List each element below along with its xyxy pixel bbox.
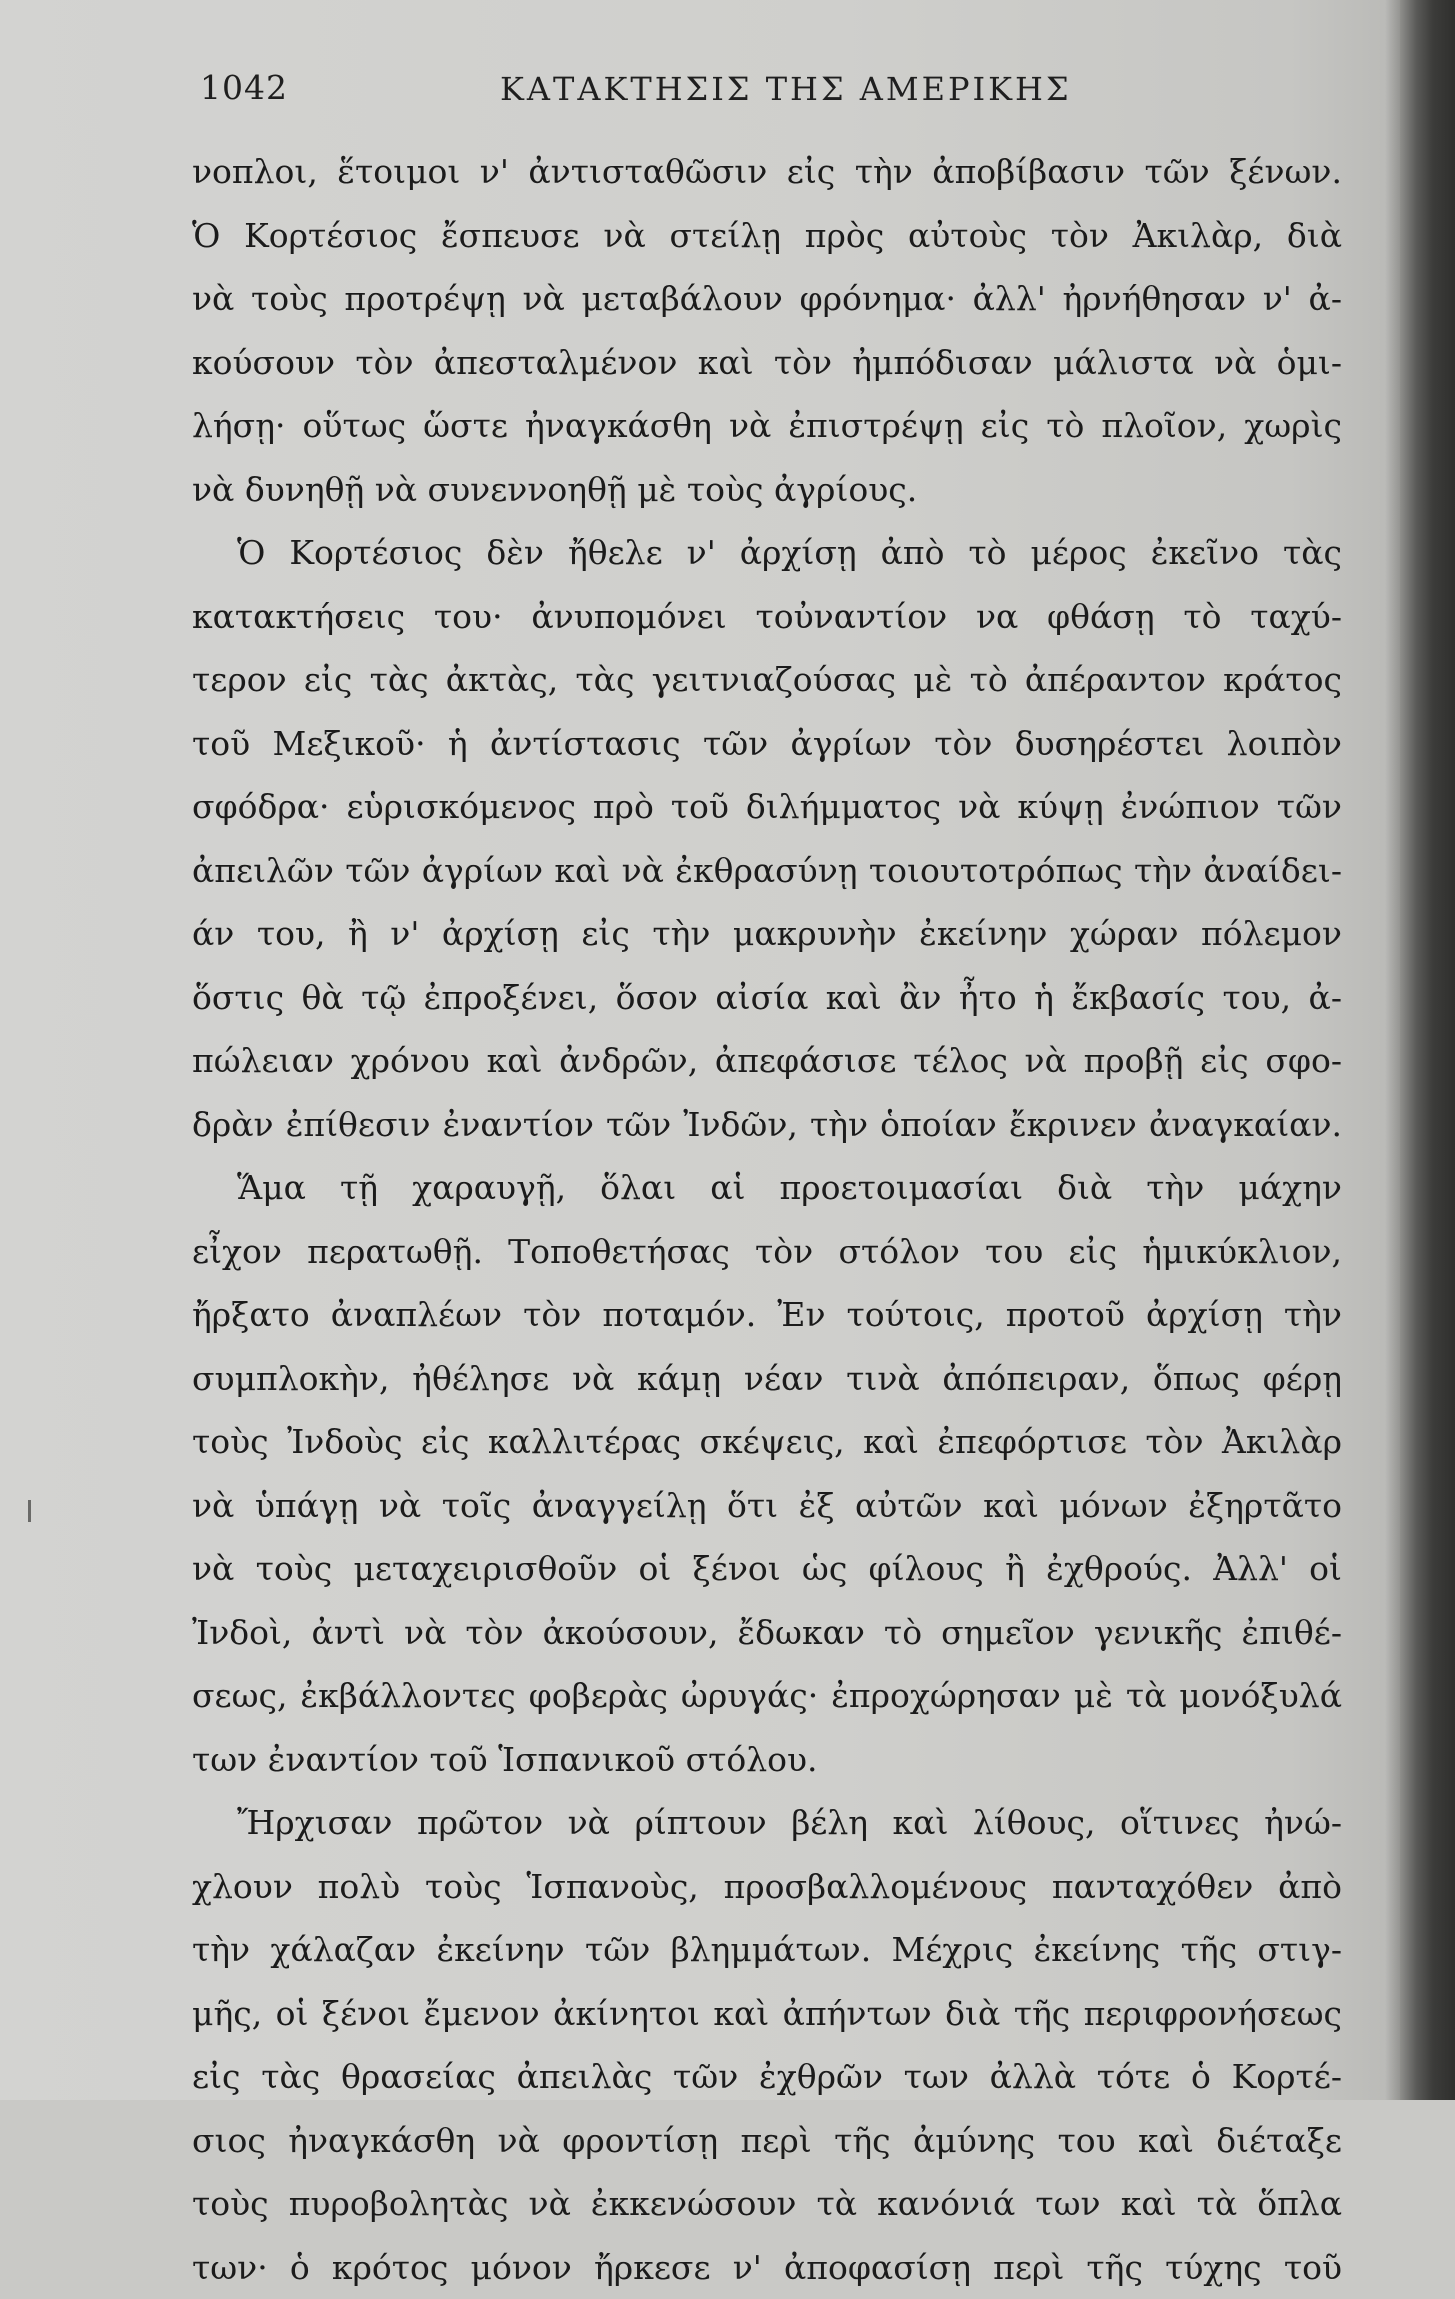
text-line: Ὁ Κορτέσιος ἔσπευσε νὰ στείλῃ πρὸς αὐτοὺς τὸν Ἀκιλὰρ, διὰ [192,204,1342,268]
text-line: εἰς τὰς θρασείας ἀπειλὰς τῶν ἐχθρῶν των ἀλλὰ τότε ὁ Κορτέ- [192,2045,1342,2109]
text-line: Ἤρχισαν πρῶτον νὰ ρίπτουν βέλη καὶ λίθους, οἵτινες ἠνώ- [192,1791,1342,1855]
running-head: ΚΑΤΑΚΤΗΣΙΣ ΤΗΣ ΑΜΕΡΙΚΗΣ [500,70,1072,108]
text-line: νοπλοι, ἕτοιμοι ν' ἀντισταθῶσιν εἰς τὴν ἀποβίβασιν τῶν ξένων. [192,140,1342,204]
text-line: τὴν χάλαζαν ἐκείνην τῶν βλημμάτων. Μέχρις ἐκείνης τῆς στιγ- [192,1918,1342,1982]
margin-mark [28,1500,31,1522]
text-line: νὰ τοὺς προτρέψῃ νὰ μεταβάλουν φρόνημα· ἀλλ' ἠρνήθησαν ν' ἀ- [192,267,1342,331]
page-number: 1042 [200,68,288,107]
text-line: ἀπειλῶν τῶν ἀγρίων καὶ νὰ ἐκθρασύνῃ τοιουτοτρόπως τὴν ἀναίδει- [192,839,1342,903]
text-line: λήσῃ· οὕτως ὥστε ἠναγκάσθη νὰ ἐπιστρέψῃ εἰς τὸ πλοῖον, χωρὶς [192,394,1342,458]
text-line: Ἅμα τῇ χαραυγῇ, ὅλαι αἱ προετοιμασίαι διὰ τὴν μάχην [192,1156,1342,1220]
text-line: δρὰν ἐπίθεσιν ἐναντίον τῶν Ἰνδῶν, τὴν ὁποίαν ἔκρινεν ἀναγκαίαν. [192,1093,1342,1157]
text-line: σιος ἠναγκάσθη νὰ φροντίσῃ περὶ τῆς ἀμύνης του καὶ διέταξε [192,2109,1342,2173]
text-line: νὰ δυνηθῇ νὰ συνεννοηθῇ μὲ τοὺς ἀγρίους. [192,458,1342,522]
text-line: σεως, ἐκβάλλοντες φοβερὰς ὠρυγάς· ἐπροχώρησαν μὲ τὰ μονόξυλά [192,1664,1342,1728]
text-line: σφόδρα· εὑρισκόμενος πρὸ τοῦ διλήμματος νὰ κύψῃ ἐνώπιον τῶν [192,775,1342,839]
text-line: τοῦ Μεξικοῦ· ἡ ἀντίστασις τῶν ἀγρίων τὸν δυσηρέστει λοιπὸν [192,712,1342,776]
text-line: Ἰνδοὶ, ἀντὶ νὰ τὸν ἀκούσουν, ἔδωκαν τὸ σημεῖον γενικῆς ἐπιθέ- [192,1601,1342,1665]
text-line: χλουν πολὺ τοὺς Ἱσπανοὺς, προσβαλλομένους πανταχόθεν ἀπὸ [192,1855,1342,1919]
text-line: τοὺς Ἰνδοὺς εἰς καλλιτέρας σκέψεις, καὶ ἐπεφόρτισε τὸν Ἀκιλὰρ [192,1410,1342,1474]
text-line: τερον εἰς τὰς ἀκτὰς, τὰς γειτνιαζούσας μὲ τὸ ἀπέραντον κράτος [192,648,1342,712]
text-line: ἤρξατο ἀναπλέων τὸν ποταμόν. Ἐν τούτοις, προτοῦ ἀρχίσῃ τὴν [192,1283,1342,1347]
text-line: εἶχον περατωθῇ. Τοποθετήσας τὸν στόλον του εἰς ἡμικύκλιον, [192,1220,1342,1284]
text-line: κατακτήσεις του· ἀνυπομόνει τοὐναντίον να φθάσῃ τὸ ταχύ- [192,585,1342,649]
text-line: κούσουν τὸν ἀπεσταλμένον καὶ τὸν ἠμπόδισαν μάλιστα νὰ ὁμι- [192,331,1342,395]
text-line: συμπλοκὴν, ἠθέλησε νὰ κάμῃ νέαν τινὰ ἀπόπειραν, ὅπως φέρῃ [192,1347,1342,1411]
text-line: των ἐναντίον τοῦ Ἱσπανικοῦ στόλου. [192,1728,1342,1792]
text-line: μῆς, οἱ ξένοι ἔμενον ἀκίνητοι καὶ ἀπήντων διὰ τῆς περιφρονήσεως [192,1982,1342,2046]
text-line: ὅστις θὰ τῷ ἐπροξένει, ὅσον αἰσία καὶ ἂν ἦτο ἡ ἔκβασίς του, ἀ- [192,966,1342,1030]
page-header [200,68,1340,118]
text-line: πώλειαν χρόνου καὶ ἀνδρῶν, ἀπεφάσισε τέλος νὰ προβῇ εἰς σφο- [192,1029,1342,1093]
text-line: άν του, ἢ ν' ἀρχίσῃ εἰς τὴν μακρυνὴν ἐκείνην χώραν πόλεμον [192,902,1342,966]
text-line: των· ὁ κρότος μόνον ἤρκεσε ν' ἀποφασίσῃ περὶ τῆς τύχης τοῦ [192,2236,1342,2299]
text-line: Ὁ Κορτέσιος δὲν ἤθελε ν' ἀρχίσῃ ἀπὸ τὸ μέρος ἐκεῖνο τὰς [192,521,1342,585]
text-line: τοὺς πυροβολητὰς νὰ ἐκκενώσουν τὰ κανόνιά των καὶ τὰ ὅπλα [192,2172,1342,2236]
book-binding [1400,0,1455,2100]
text-line: νὰ ὑπάγῃ νὰ τοῖς ἀναγγείλῃ ὅτι ἐξ αὐτῶν καὶ μόνων ἐξηρτᾶτο [192,1474,1342,1538]
text-line: νὰ τοὺς μεταχειρισθοῦν οἱ ξένοι ὡς φίλους ἢ ἐχθρούς. Ἀλλ' οἱ [192,1537,1342,1601]
body-text [192,140,1342,2299]
